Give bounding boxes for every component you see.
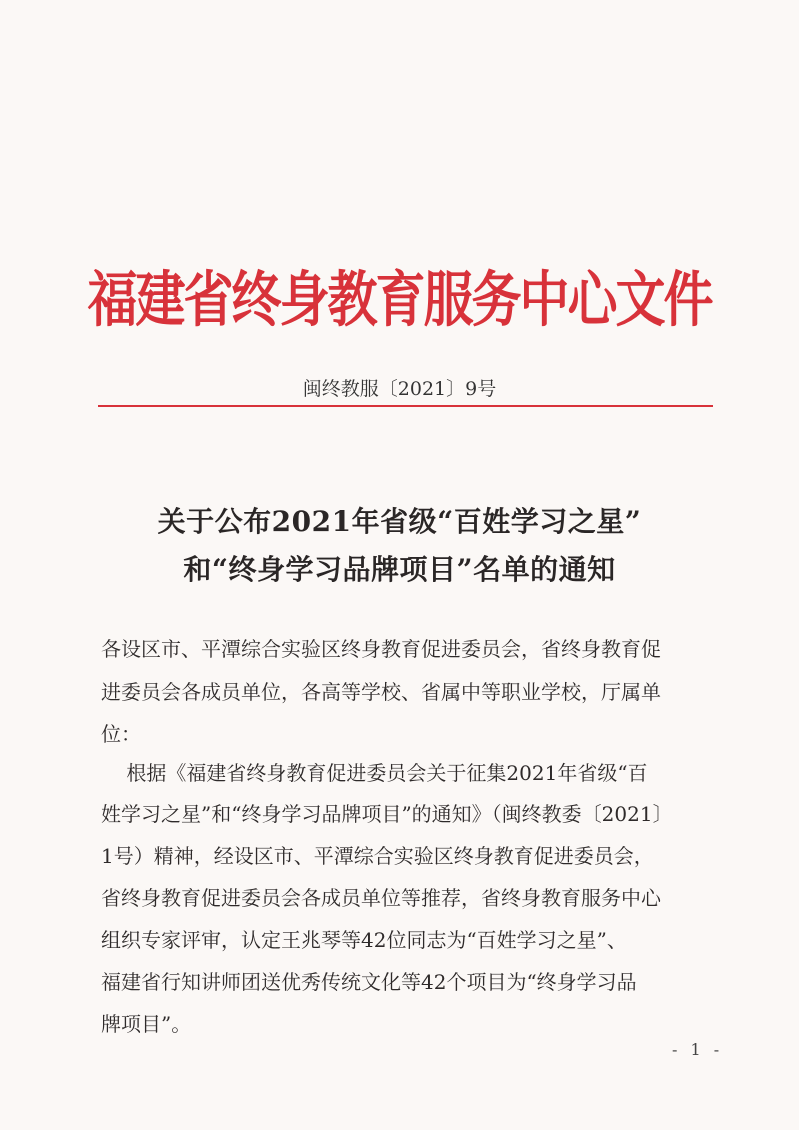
body-line: 姓学习之星”和“终身学习品牌项目”的通知》（闽终教委〔2021〕 [101, 802, 673, 826]
document-number: 闽终教服〔2021〕9号 [302, 378, 497, 400]
issuer-header-title: 福建省终身教育服务中心文件 [87, 264, 712, 335]
notice-title-line-1: 关于公布2021年省级“百姓学习之星” [157, 505, 642, 538]
body-line: 位： [101, 722, 141, 746]
body-line: 各设区市、平潭综合实验区终身教育促进委员会，省终身教育促 [101, 637, 661, 661]
notice-title-line-2: 和“终身学习品牌项目”名单的通知 [183, 553, 616, 586]
body-line: 省终身教育促进委员会各成员单位等推荐，省终身教育服务中心 [101, 886, 661, 910]
body-line: 牌项目”。 [101, 1012, 192, 1036]
body-line: 根据《福建省终身教育促进委员会关于征集2021年省级“百 [101, 761, 648, 785]
body-line: 组织专家评审，认定王兆琴等42位同志为“百姓学习之星”、 [101, 928, 627, 952]
page-number: - 1 - [672, 1040, 724, 1059]
header-red-divider [98, 405, 713, 407]
body-line: 1号）精神，经设区市、平潭综合实验区终身教育促进委员会， [101, 844, 654, 868]
body-line: 进委员会各成员单位，各高等学校、省属中等职业学校，厅属单 [101, 680, 661, 704]
body-line: 福建省行知讲师团送优秀传统文化等42个项目为“终身学习品 [101, 970, 637, 994]
